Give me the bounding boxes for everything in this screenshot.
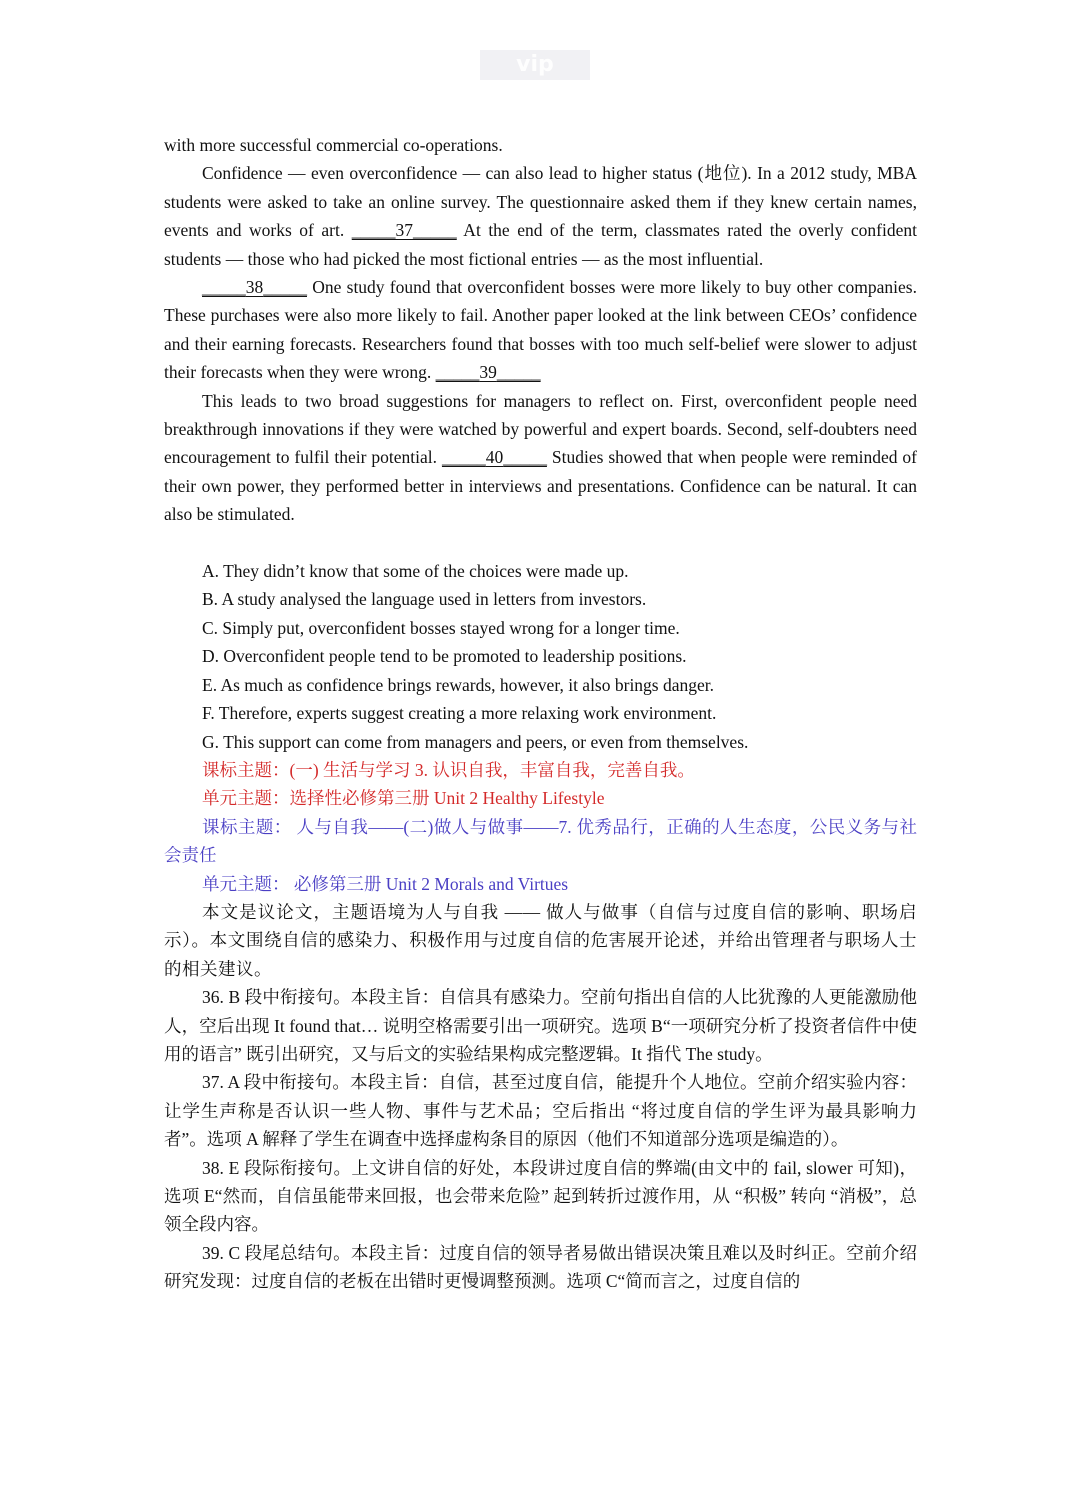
text: At the end of the term, classmates rated the overly confident students — those who had picked the most fictional entries — as the most influential.	[164, 220, 917, 269]
blank-38: _____38_____	[202, 277, 307, 298]
curriculum-theme-blue: 课标主题： 人与自我——(二)做人与做事——7. 优秀品行，正确的人生态度，公民义务与社会责任	[164, 816, 917, 866]
passage-paragraph: with more successful commercial co-operations.	[164, 135, 503, 155]
option-a: A. They didn’t know that some of the choices were made up.	[202, 561, 629, 582]
text: One study found that overconfident bosses were more likely to buy other companies. These purchases were also more likely to fail. Another paper looked at the link between CEOs’ confidence and their earning forecasts. Researchers found that bosses with too much self-belief were slower to adjust their forecasts when they were wrong.	[164, 277, 917, 383]
answer-39: 39. C 段尾总结句。本段主旨：过度自信的领导者易做出错误决策且难以及时纠正。空前介绍研究发现：过度自信的老板在出错时更慢调整预测。选项 C“简而言之，过度自信的	[164, 1242, 917, 1292]
passage-paragraph	[164, 273, 917, 387]
passage-paragraph	[164, 387, 917, 529]
option-c: C. Simply put, overconfident bosses stayed wrong for a longer time.	[202, 617, 680, 638]
unit-theme-blue: 单元主题： 必修第三册 Unit 2 Morals and Virtues	[202, 873, 569, 894]
unit-theme-red: 单元主题：选择性必修第三册 Unit 2 Healthy Lifestyle	[202, 788, 605, 809]
option-e: E. As much as confidence brings rewards, however, it also brings danger.	[202, 674, 715, 695]
option-g: G. This support can come from managers and peers, or even from themselves.	[202, 731, 749, 752]
blank-39: _____39_____	[435, 362, 541, 383]
curriculum-theme-red: 课标主题：(一) 生活与学习 3. 认识自我，丰富自我，完善自我。	[202, 759, 695, 780]
option-f: F. Therefore, experts suggest creating a more relaxing work environment.	[202, 703, 717, 724]
answer-38: 38. E 段际衔接句。上文讲自信的好处，本段讲过度自信的弊端(由文中的 fail, slower 可知)，选项 E“然而，自信虽能带来回报，也会带来危险” 起到转折过渡作用，从 “积极” 转向 “消极”，总领全段内容。	[164, 1157, 917, 1235]
text: This leads to two broad suggestions for managers to reflect on. First, overconfident people need breakthrough innovations if they were watched by powerful and expert boards. Second, self-doubters need encouragement to fulfil their potential.	[164, 390, 917, 468]
answer-37: 37. A 段中衔接句。本段主旨：自信，甚至过度自信，能提升个人地位。空前介绍实验内容：让学生声称是否认识一些人物、事件与艺术品；空后指出 “将过度自信的学生评为最具影响力者”。选项 A 解释了学生在调查中选择虚构条目的原因（他们不知道部分选项是编造的）。	[164, 1072, 917, 1150]
answer-36: 36. B 段中衔接句。本段主旨：自信具有感染力。空前句指出自信的人比犹豫的人更能激励他人，空后出现 It found that… 说明空格需要引出一项研究。选项 B“一项研究分析了投资者信件中使用的语言” 既引出研究，又与后文的实验结果构成完整逻辑。It 指代 The study。	[164, 987, 917, 1064]
blank-40: _____40_____	[441, 447, 547, 468]
watermark: vip	[480, 50, 590, 80]
blank-37: _____37_____	[351, 220, 457, 241]
text: Confidence — even overconfidence — can also lead to higher status (地位). In a 2012 study, MBA students were asked to take an online survey. The questionnaire asked them if they knew certain names, events and works of art.	[164, 163, 917, 241]
passage-paragraph	[164, 159, 917, 273]
option-b: B. A study analysed the language used in letters from investors.	[202, 589, 647, 610]
option-d: D. Overconfident people tend to be promoted to leadership positions.	[202, 646, 687, 667]
summary-paragraph: 本文是议论文，主题语境为人与自我 —— 做人与做事（自信与过度自信的影响、职场启示）。本文围绕自信的感染力、积极作用与过度自信的危害展开论述，并给出管理者与职场人士的相关建议。	[164, 901, 917, 979]
text: Studies showed that when people were reminded of their own power, they performed better in interviews and presentations. Confidence can be natural. It can also be stimulated.	[164, 447, 918, 525]
document-page	[164, 131, 917, 1296]
